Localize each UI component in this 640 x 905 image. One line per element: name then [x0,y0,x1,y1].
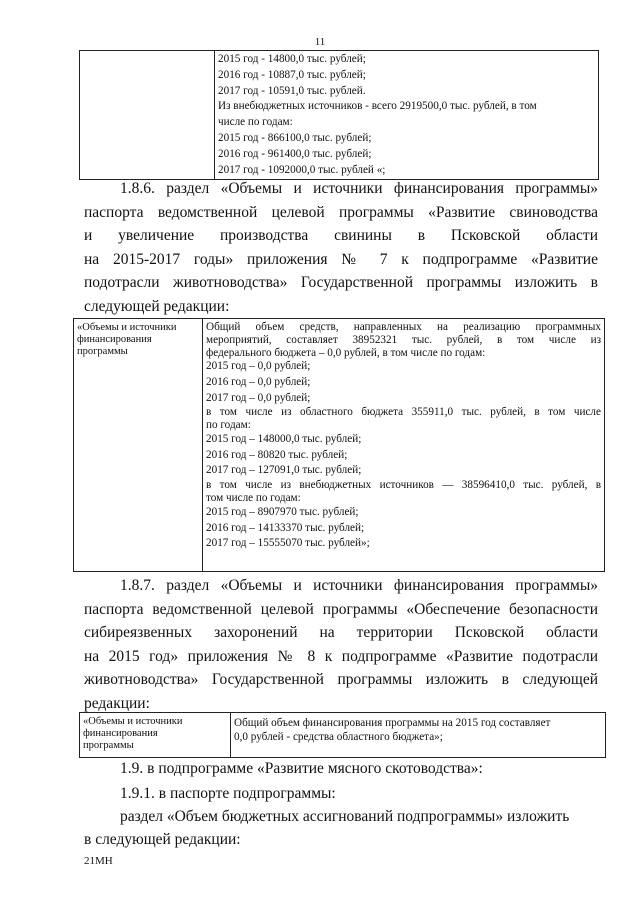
table1-left-cell [80,51,215,180]
table2-left-line: программы [77,346,128,358]
table1-line: числе по годам: [218,116,293,129]
table2-line: 2016 год – 0,0 рублей; [206,375,311,388]
table1-line: 2017 год - 10591,0 тыс. рублей. [218,84,366,97]
table3-left-cell [80,713,231,758]
table2-line: Общий объем средств, направленных на реализацию программных [206,321,601,333]
tail-line-1-9-1: 1.9.1. в паспорте подпрограммы: [120,785,336,802]
paragraph-line: подотрасли животноводства» Государственной программы изложить в [84,274,598,291]
table1-right-cell [215,51,599,180]
table2-line: 2016 год – 14133370 тыс. рублей; [206,521,365,534]
table1-line: 2017 год - 1092000,0 тыс. рублей «; [218,163,386,176]
paragraph-line: сибиреязвенных захоронений на территории Псковской области [84,624,598,641]
funding-table-continued [79,50,599,180]
table2-right-cell [203,319,605,572]
paragraph-line: следующей редакции: [84,297,230,315]
table1-line: 2015 год - 866100,0 тыс. рублей; [218,131,372,144]
paragraph-line: животноводства» Государственной программы изложить в следующей [84,671,598,688]
table3-left-line: «Объемы и источники [83,716,183,727]
table2-left-line: «Объемы и источники [77,322,177,333]
table2-line: 2015 год – 0,0 рублей; [206,360,311,373]
table2-line: 2016 год – 80820 тыс. рублей; [206,448,348,461]
table3-line: 0,0 рублей - средства областного бюджета»; [234,731,443,743]
table3-left-line: финансирования [83,728,158,740]
document-code: 21МН [84,855,113,867]
table2-line: по годам: [206,419,251,432]
table2-line: 2015 год – 8907970 тыс. рублей; [206,505,359,518]
table2-line: 2017 год – 127091,0 тыс. рублей; [206,464,362,477]
paragraph-line: паспорта ведомственной целевой программы «Развитие свиноводства [84,203,598,221]
table1-line: 2016 год - 10887,0 тыс. рублей; [218,68,366,81]
paragraph-line: на 2015-2017 годы» приложения № 7 к подпрограмме «Развитие [84,250,598,268]
paragraph-line: 1.8.7. раздел «Объемы и источники финансирования программы» [120,577,598,594]
table3-right-cell [231,713,606,758]
paragraph-line: и увеличение производства свинины в Псковской области [84,227,598,244]
table2-line: мероприятий, составляет 38952321 тыс. рублей, в том числе из [206,333,601,346]
paragraph-1-8-6 [84,177,598,318]
table2-line: в том числе из областного бюджета 355911,0 тыс. рублей, в том числе [206,406,601,419]
table1-line: Из внебюджетных источников - всего 2919500,0 тыс. рублей, в том [218,100,537,113]
funding-table-pig-program [73,318,605,572]
table2-line: федерального бюджета – 0,0 рублей, в том числе по годам: [206,346,486,359]
table1-line: 2015 год - 14800,0 тыс. рублей; [218,53,366,65]
page-number: 11 [314,36,326,48]
paragraph-line: 1.8.6. раздел «Объемы и источники финансирования программы» [120,180,598,197]
table2-line: 2017 год – 0,0 рублей; [206,391,311,404]
tail-line-section: раздел «Объем бюджетных ассигнований подпрограммы» изложить [120,808,570,825]
table2-line: том числе по годам: [206,491,301,504]
table2-left-cell [74,319,203,572]
table3-left-line: программы [83,740,134,752]
paragraph-1-8-7 [84,574,598,715]
table2-line: 2017 год – 15555070 тыс. рублей»; [206,537,370,550]
paragraph-line: паспорта ведомственной целевой программы «Обеспечение безопасности [84,600,598,618]
table1-line: 2016 год - 961400,0 тыс. рублей; [218,147,372,160]
table2-line: 2015 год – 148000,0 тыс. рублей; [206,433,362,446]
tail-line-edition: в следующей редакции: [84,831,241,848]
table3-line: Общий объем финансирования программы на 2015 год составляет [234,717,551,729]
funding-table-anthrax-program [79,712,606,758]
table2-line: в том числе из внебюджетных источников — 38596410,0 тыс. рублей, в [206,478,601,491]
paragraph-line: редакции: [84,694,150,712]
tail-line-1-9: 1.9. в подпрограмме «Развитие мясного скотоводства»: [120,760,483,777]
table2-left-line: финансирования [77,334,152,346]
paragraph-line: на 2015 год» приложения № 8 к подпрограмме «Развитие подотрасли [84,647,598,665]
